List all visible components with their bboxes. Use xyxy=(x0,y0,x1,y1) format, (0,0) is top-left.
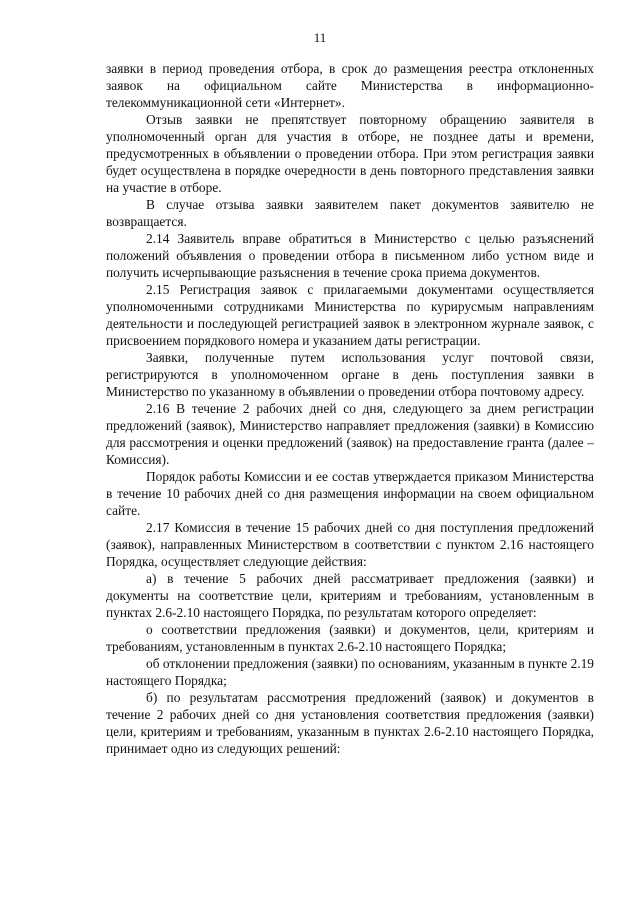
paragraph-11: о соответствии предложения (заявки) и документов, цели, критериям и требованиям, установленным в пунктах 2.6-2.10 настоящего Порядка; xyxy=(106,622,594,654)
paragraph-13: б) по результатам рассмотрения предложений (заявок) и документов в течение 2 рабочих дней со дня установления соответствия предложения (заявки) цели, критериям и требованиям, указанным в пунктах 2.6-2.10 настоящего Порядка, принимает одно из следующих решений: xyxy=(106,690,594,756)
paragraph-2: Отзыв заявки не препятствует повторному обращению заявителя в уполномоченный орган для участия в отборе, не позднее даты и времени, предусмотренных в объявлении о проведении отбора. При этом регистрация заявки будет осуществлена в порядке очередности в день повторного представления заявки на участие в отборе. xyxy=(106,112,594,195)
paragraph-1: заявки в период проведения отбора, в срок до размещения реестра отклоненных заявок на официальном сайте Министерства в информационно-телекоммуникационной сети «Интернет». xyxy=(106,61,594,110)
paragraph-8: Порядок работы Комиссии и ее состав утверждается приказом Министерства в течение 10 рабочих дней со дня размещения информации на своем официальном сайте. xyxy=(106,469,594,518)
paragraph-5: 2.15 Регистрация заявок с прилагаемыми документами осуществляется уполномоченными сотрудниками Министерства по курирусмым направлениям деятельности и последующей регистрацией заявок в электронном журнале заявок, с присвоением порядкового номера и указанием даты регистрации. xyxy=(106,282,594,348)
paragraph-3: В случае отзыва заявки заявителем пакет документов заявителю не возвращается. xyxy=(106,197,594,229)
paragraph-9: 2.17 Комиссия в течение 15 рабочих дней со дня поступления предложений (заявок), направленных Министерством в соответствии с пунктом 2.16 настоящего Порядка, осуществляет следующие действия: xyxy=(106,520,594,569)
document-body xyxy=(106,60,594,757)
paragraph-4: 2.14 Заявитель вправе обратиться в Министерство с целью разъяснений положений объявления о проведении отбора в письменном либо устном виде и получить исчерпывающие разъяснения в течение срока приема документов. xyxy=(106,231,594,280)
paragraph-7: 2.16 В течение 2 рабочих дней со дня, следующего за днем регистрации предложений (заявок), Министерство направляет предложения (заявки) в Комиссию для рассмотрения и оценки предложений (заявок) на предоставление гранта (далее – Комиссия). xyxy=(106,401,594,467)
paragraph-12: об отклонении предложения (заявки) по основаниям, указанным в пункте 2.19 настоящего Порядка; xyxy=(106,656,594,688)
paragraph-10: а) в течение 5 рабочих дней рассматривает предложения (заявки) и документы на соответствие цели, критериям и требованиям, установленным в пунктах 2.6-2.10 настоящего Порядка, по результатам которого определяет: xyxy=(106,571,594,620)
paragraph-6: Заявки, полученные путем использования услуг почтовой связи, регистрируются в уполномоченном органе в день поступления заявки в Министерство по указанному в объявлении о проведении отбора почтовому адресу. xyxy=(106,350,594,399)
page-number: 11 xyxy=(313,30,327,45)
